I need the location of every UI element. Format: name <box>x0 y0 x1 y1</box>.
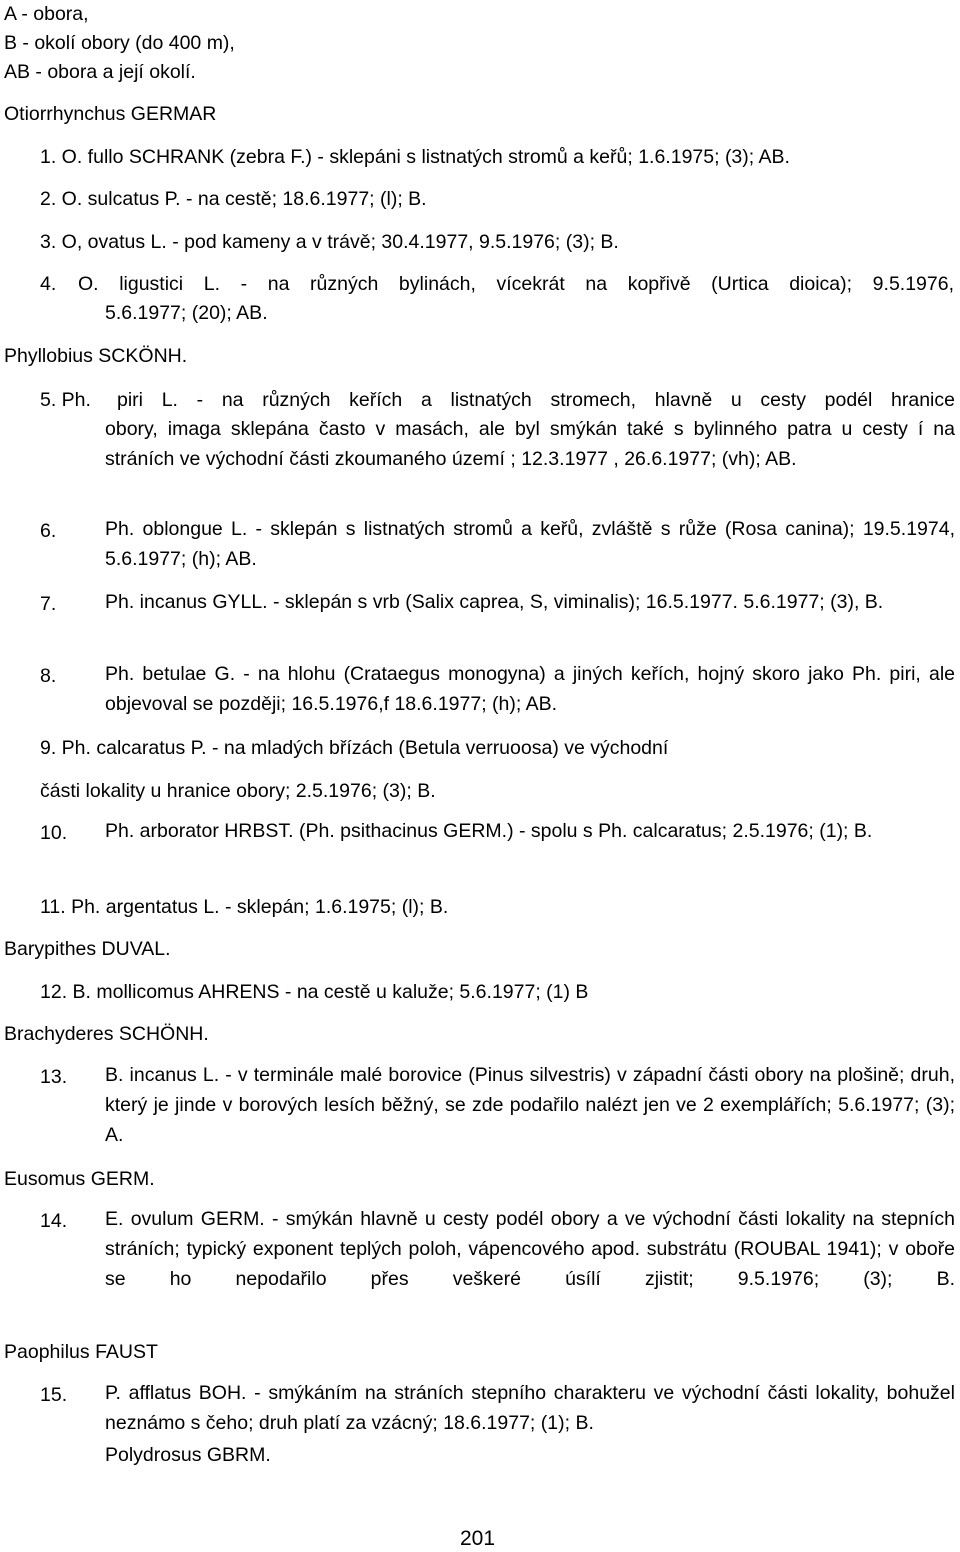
genus-heading: Eusomus GERM. <box>4 1168 155 1190</box>
genus-heading: Phyllobius SCKÖNH. <box>4 345 188 367</box>
species-entry: B. incanus L. - v terminále malé borovice (Pinus silvestris) v západní části obory na plošině; druh, který je jinde v borových lesích běžný, se zde podařilo nalézt jen ve 2 exemplářích; 5.6.1977; (3); A. <box>105 1064 955 1146</box>
species-number: 5. Ph. <box>40 389 91 411</box>
species-entry: 3. O, ovatus L. - pod kameny a v trávě; 30.4.1977, 9.5.1976; (3); B. <box>40 231 619 253</box>
species-entry: Ph. arborator HRBST. (Ph. psithacinus GERM.) - spolu s Ph. calcaratus; 2.5.1976; (1); B. <box>105 820 873 842</box>
species-entry: P. afflatus BOH. - smýkáním na stráních stepního charakteru ve východní části lokality, bohužel neznámo s čeho; druh platí za vzácný; 18.6.1977; (1); B. <box>105 1382 955 1434</box>
legend-line-a: A - obora, <box>4 3 89 25</box>
species-entry: 9. Ph. calcaratus P. - na mladých břízách (Betula verruoosa) ve východní <box>40 737 669 759</box>
page-number: 201 <box>460 1527 496 1550</box>
species-entry: O. ligustici L. - na různých bylinách, vícekrát na kopřivě (Urtica dioica); 9.5.1976, <box>78 273 954 295</box>
species-number: 6. <box>40 520 57 542</box>
species-entry: E. ovulum GERM. - smýkán hlavně u cesty podél obory a ve východní části lokality na stepních stráních; typický exponent teplých poloh, vápencového apod. substrátu (ROUBAL 1941); v oboře se ho nepodařilo přes veškeré úsílí zjistit; 9.5.1976; (3); B. <box>105 1208 955 1290</box>
species-entry: 2. O. sulcatus P. - na cestě; 18.6.1977; (l); B. <box>40 188 427 210</box>
species-entry-continuation: části lokality u hranice obory; 2.5.1976; (3); B. <box>40 780 436 802</box>
genus-heading: Polydrosus GBRM. <box>105 1444 271 1466</box>
species-number: 4. <box>40 273 57 295</box>
species-entry: 1. O. fullo SCHRANK (zebra F.) - sklepáni s listnatých stromů a keřů; 1.6.1975; (3); AB. <box>40 146 790 168</box>
legend-line-b: B - okolí obory (do 400 m), <box>4 32 235 54</box>
species-entry: Ph. betulae G. - na hlohu (Crataegus monogyna) a jiných keřích, hojný skoro jako Ph. piri, ale objevoval se později; 16.5.1976,f 18.6.1977; (h); AB. <box>105 663 955 715</box>
genus-heading: Otiorrhynchus GERMAR <box>4 103 217 125</box>
species-entry: 12. B. mollicomus AHRENS - na cestě u kaluže; 5.6.1977; (1) B <box>40 981 589 1003</box>
species-number: 10. <box>40 822 68 844</box>
species-entry: piri L. - na různých keřích a listnatých stromech, hlavně u cesty podél hranice <box>117 389 955 411</box>
species-number: 13. <box>40 1066 68 1088</box>
species-entry: Ph. oblongue L. - sklepán s listnatých stromů a keřů, zvláště s růže (Rosa canina); 19.5.1974, 5.6.1977; (h); AB. <box>105 518 955 570</box>
species-entry-continuation: 5.6.1977; (20); AB. <box>105 302 268 324</box>
legend-line-ab: AB - obora a její okolí. <box>4 61 196 83</box>
species-entry-continuation: obory, imaga sklepána často v masách, ale byl smýkán také s bylinného patra u cesty í na stráních ve východní části zkoumaného území ; 12.3.1977 , 26.6.1977; (vh); AB. <box>105 418 955 470</box>
genus-heading: Barypithes DUVAL. <box>4 938 171 960</box>
species-entry: 11. Ph. argentatus L. - sklepán; 1.6.1975; (l); B. <box>40 896 449 918</box>
species-entry: Ph. incanus GYLL. - sklepán s vrb (Salix caprea, S, viminalis); 16.5.1977. 5.6.1977; (3), B. <box>105 591 884 613</box>
genus-heading: Brachyderes SCHÖNH. <box>4 1023 209 1045</box>
species-number: 7. <box>40 593 57 615</box>
species-number: 15. <box>40 1384 68 1406</box>
genus-heading: Paophilus FAUST <box>4 1341 158 1363</box>
species-number: 8. <box>40 665 57 687</box>
species-number: 14. <box>40 1210 68 1232</box>
